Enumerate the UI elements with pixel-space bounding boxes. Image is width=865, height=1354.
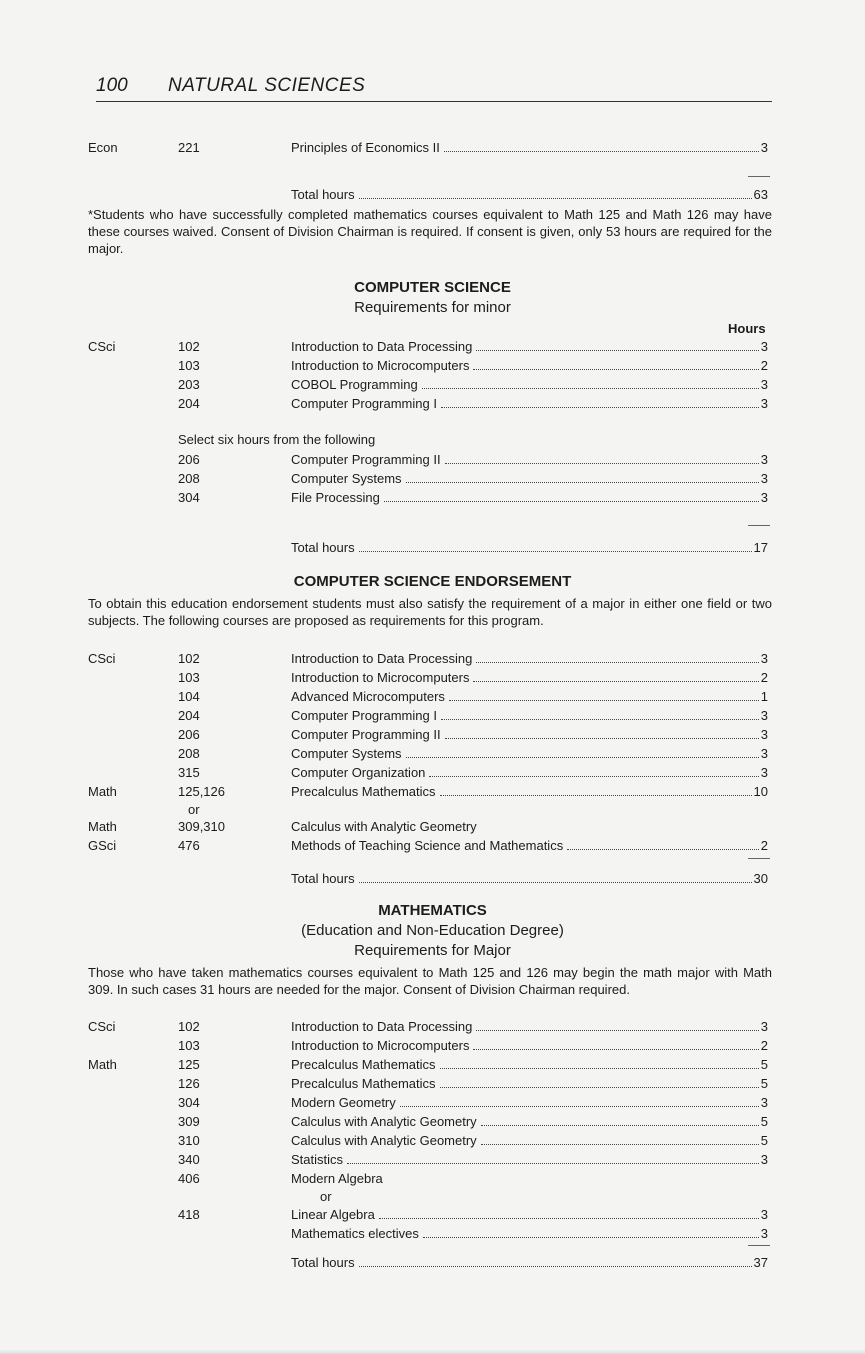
course-row: 206 Computer Programming II 3: [178, 452, 768, 467]
cs-minor-heading: COMPUTER SCIENCE: [354, 279, 511, 296]
or-label: or: [188, 802, 200, 817]
math-intro: Those who have taken mathematics courses equivalent to Math 125 and 126 may begin the math major with Math 309. In such cases 31 hours are needed for the major. Consent of Division Chairman required.: [88, 965, 772, 997]
select-note: Select six hours from the following: [178, 432, 376, 447]
cs-endorsement-heading: COMPUTER SCIENCE ENDORSEMENT: [293, 573, 572, 590]
course-row: 406 Modern Algebra: [178, 1171, 383, 1186]
page-edge: [0, 1349, 865, 1354]
course-row: 203 COBOL Programming 3: [178, 377, 768, 392]
section-title: NATURAL SCIENCES: [168, 75, 366, 96]
course-row: 126 Precalculus Mathematics 5: [178, 1076, 768, 1091]
cs-minor-subheading: Requirements for minor: [354, 299, 511, 316]
course-row: 304 Modern Geometry 3: [178, 1095, 768, 1110]
cs-endorsement-intro: To obtain this education endorsement students must also satisfy the requirement of a major in either one field or two subjects. The following courses are proposed as requirements for this program.: [88, 596, 772, 628]
math-subheading-2: Requirements for Major: [354, 942, 511, 959]
page-header: [96, 75, 366, 97]
sum-rule: [748, 176, 770, 177]
course-row: 206 Computer Programming II 3: [178, 727, 768, 742]
course-row: Mathematics electives 3: [291, 1226, 768, 1241]
course-row: Math 125 Precalculus Mathematics 5: [88, 1057, 768, 1072]
course-row: 304 File Processing 3: [178, 490, 768, 505]
course-row: CSci 102 Introduction to Data Processing 3: [88, 1019, 768, 1034]
course-row: 418 Linear Algebra 3: [178, 1207, 768, 1222]
total-hours-row: Total hours 63: [291, 187, 768, 202]
course-row: 340 Statistics 3: [178, 1152, 768, 1167]
hours-column-label: Hours: [728, 321, 766, 336]
course-row: 310 Calculus with Analytic Geometry 5: [178, 1133, 768, 1148]
total-hours-row: Total hours 37: [291, 1255, 768, 1270]
course-row: GSci 476 Methods of Teaching Science and Mathematics 2: [88, 838, 768, 853]
or-label: or: [320, 1189, 332, 1204]
total-hours-row: Total hours 30: [291, 871, 768, 886]
math-heading: MATHEMATICS: [378, 902, 487, 919]
sum-rule: [748, 858, 770, 859]
course-row: CSci 102 Introduction to Data Processing 3: [88, 651, 768, 666]
page-number: 100: [96, 75, 128, 96]
course-row: Math 125,126 Precalculus Mathematics 10: [88, 784, 768, 799]
course-row: 208 Computer Systems 3: [178, 746, 768, 761]
math-subheading: (Education and Non-Education Degree): [301, 922, 564, 939]
course-row: 208 Computer Systems 3: [178, 471, 768, 486]
course-row: 103 Introduction to Microcomputers 2: [178, 358, 768, 373]
sum-rule: [748, 525, 770, 526]
course-row: 204 Computer Programming I 3: [178, 396, 768, 411]
course-row: Math 309,310 Calculus with Analytic Geometry: [88, 819, 477, 834]
total-hours-row: Total hours 17: [291, 540, 768, 555]
footnote: *Students who have successfully completed mathematics courses equivalent to Math 125 and Math 126 may have these courses waived. Consent of Division Chairman is required. If consent is given, only 53 hours are required for the major.: [88, 207, 772, 256]
course-row: 103 Introduction to Microcomputers 2: [178, 670, 768, 685]
course-row: 204 Computer Programming I 3: [178, 708, 768, 723]
course-row: CSci 102 Introduction to Data Processing 3: [88, 339, 768, 354]
course-row: 309 Calculus with Analytic Geometry 5: [178, 1114, 768, 1129]
course-row: Econ 221 Principles of Economics II 3: [88, 140, 768, 155]
course-row: 315 Computer Organization 3: [178, 765, 768, 780]
sum-rule: [748, 1245, 770, 1246]
course-row: 103 Introduction to Microcomputers 2: [178, 1038, 768, 1053]
header-rule: [96, 101, 772, 102]
course-row: 104 Advanced Microcomputers 1: [178, 689, 768, 704]
